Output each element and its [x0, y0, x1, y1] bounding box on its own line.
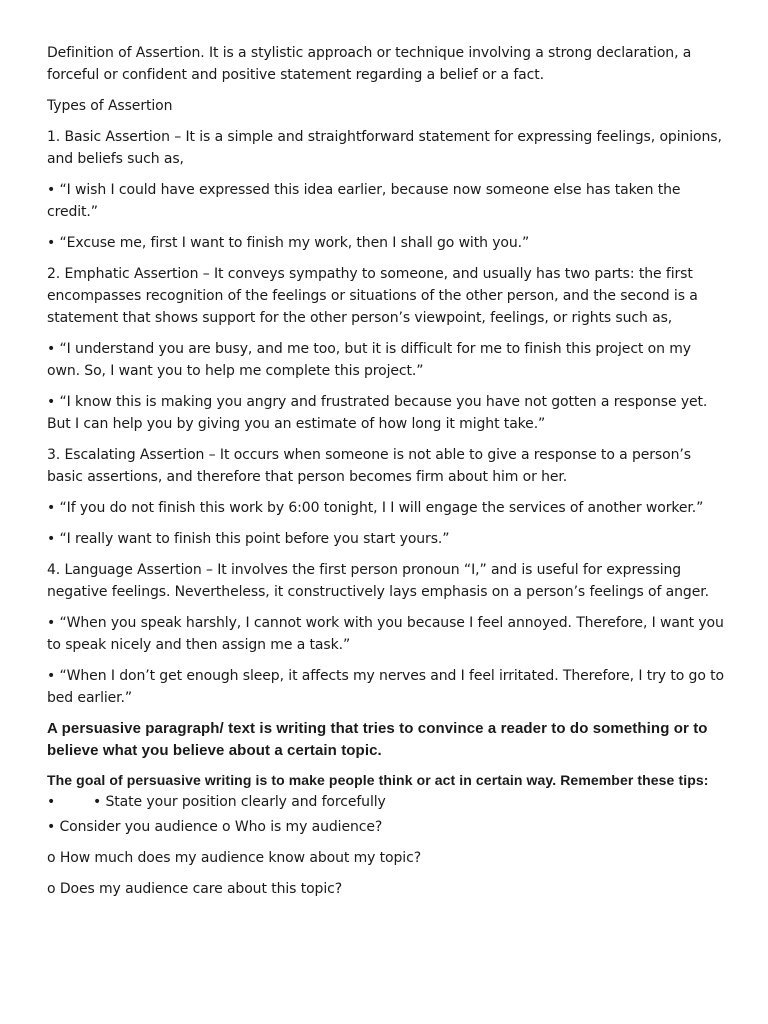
definition-paragraph: Definition of Assertion. It is a stylistic approach or technique involving a strong declaration, a forceful or confident and positive statement regarding a belief or a fact. [47, 45, 692, 83]
tip-text: • State your position clearly and forcefully [93, 794, 386, 810]
basic-example-2: • “Excuse me, first I want to finish my work, then I shall go with you.” [47, 235, 530, 251]
persuasive-heading: A persuasive paragraph/ text is writing that tries to convince a reader to do something or to believe what you believe about a certain topic. [47, 720, 708, 759]
escalating-assertion-paragraph: 3. Escalating Assertion – It occurs when someone is not able to give a response to a person’s basic assertions, and therefore that person becomes firm about him or her. [47, 447, 691, 485]
language-assertion-paragraph: 4. Language Assertion – It involves the first person pronoun “I,” and is useful for expressing negative feelings. Nevertheless, it constructively lays emphasis on a person’s feelings of anger. [47, 562, 709, 600]
bullet-mark: • [47, 794, 56, 810]
basic-assertion-paragraph: 1. Basic Assertion – It is a simple and straightforward statement for expressing feelings, opinions, and beliefs such as, [47, 129, 722, 167]
basic-example-1: • “I wish I could have expressed this idea earlier, because now someone else has taken the credit.” [47, 182, 681, 220]
tip-item-position [47, 791, 727, 813]
emphatic-example-1: • “I understand you are busy, and me too, but it is difficult for me to finish this project on my own. So, I want you to help me complete this project.” [47, 341, 691, 379]
tip-item-care: o Does my audience care about this topic? [47, 881, 343, 897]
document-page [47, 42, 727, 909]
emphatic-assertion-paragraph: 2. Emphatic Assertion – It conveys sympathy to someone, and usually has two parts: the first encompasses recognition of the feelings or situations of the other person, and the second is a statement that shows support for the other person’s viewpoint, feelings, or rights such as, [47, 266, 698, 326]
language-example-1: • “When you speak harshly, I cannot work with you because I feel annoyed. Therefore, I want you to speak nicely and then assign me a task.” [47, 615, 724, 653]
types-heading: Types of Assertion [47, 98, 173, 114]
escalating-example-1: • “If you do not finish this work by 6:00 tonight, I I will engage the services of another worker.” [47, 500, 704, 516]
goal-heading: The goal of persuasive writing is to make people think or act in certain way. Remember these tips: [47, 772, 709, 788]
language-example-2: • “When I don’t get enough sleep, it affects my nerves and I feel irritated. Therefore, I try to go to bed earlier.” [47, 668, 724, 706]
emphatic-example-2: • “I know this is making you angry and frustrated because you have not gotten a response yet. But I can help you by giving you an estimate of how long it might take.” [47, 394, 708, 432]
tip-item-audience: • Consider you audience o Who is my audience? [47, 819, 383, 835]
tip-item-knowledge: o How much does my audience know about my topic? [47, 850, 422, 866]
escalating-example-2: • “I really want to finish this point before you start yours.” [47, 531, 450, 547]
